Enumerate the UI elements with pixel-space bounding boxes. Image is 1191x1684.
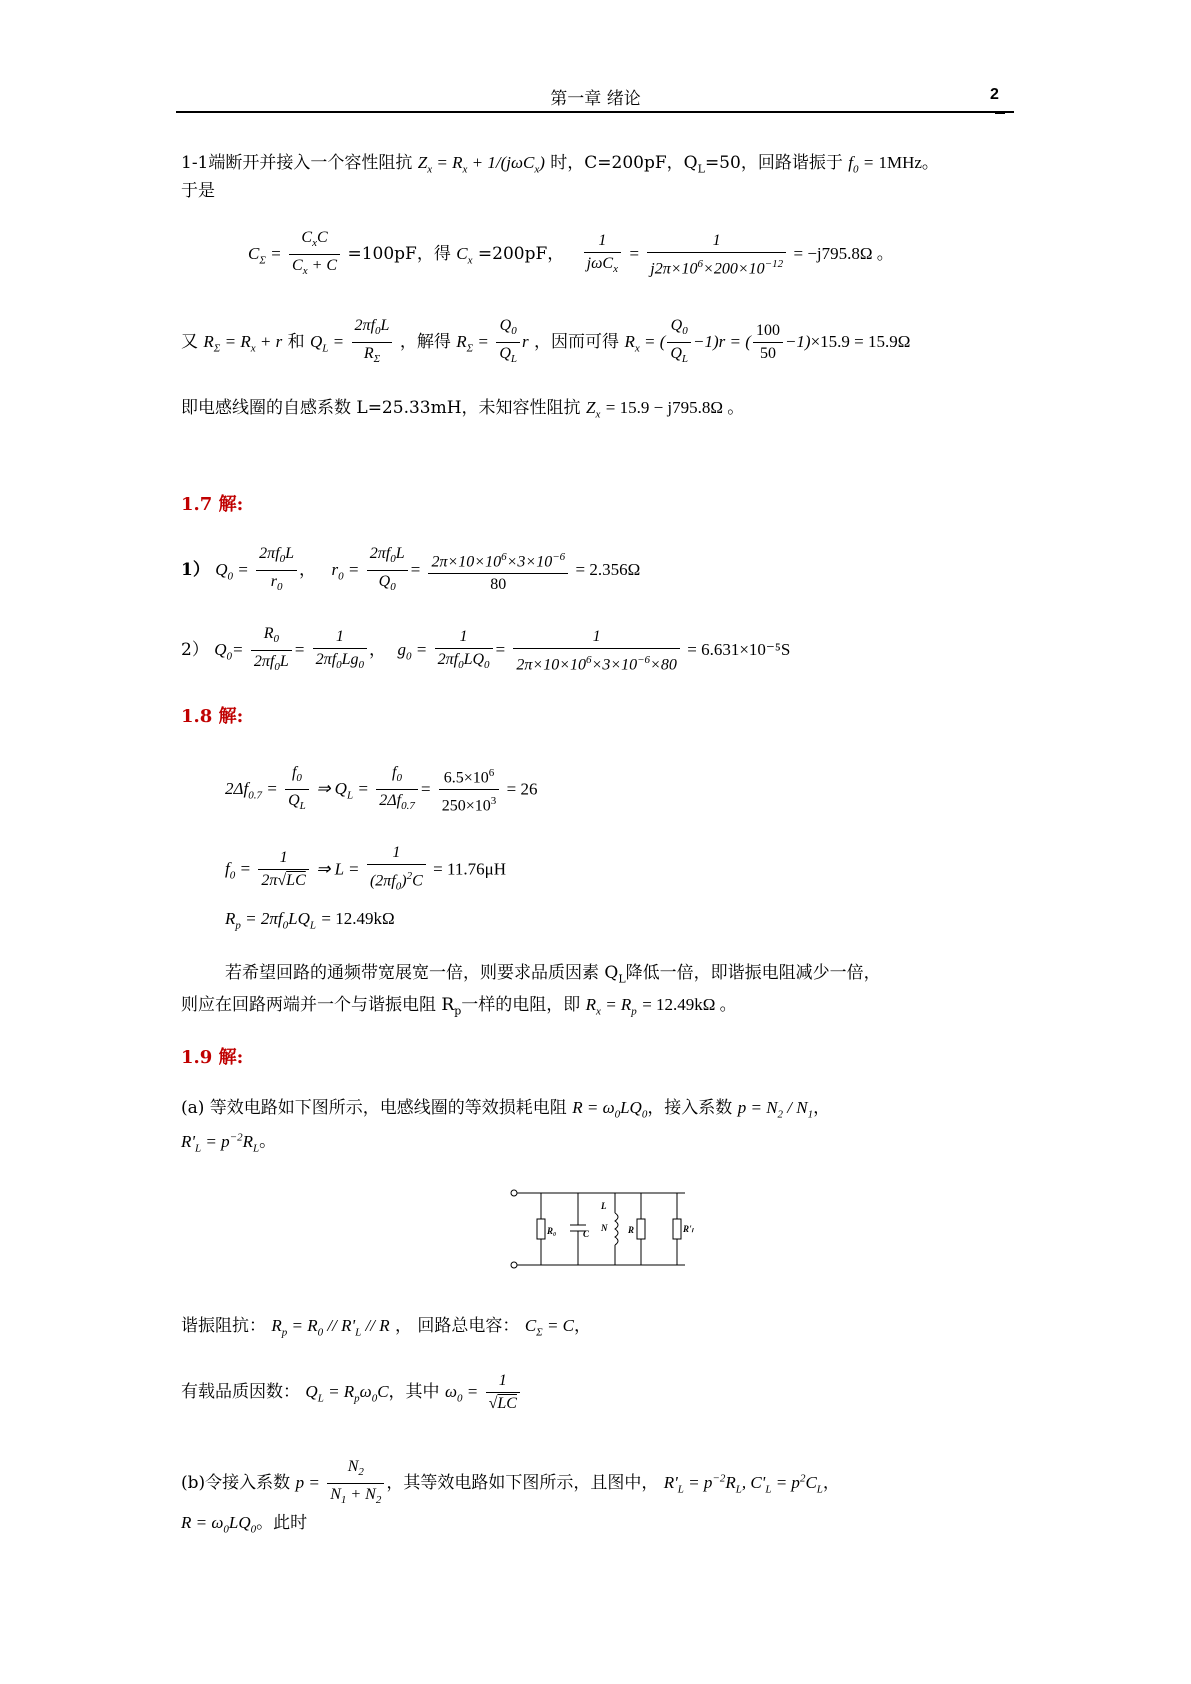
paragraph-3-line-2: 则应在回路两端并一个与谐振电阻 $R_p$一样的电阻，即 $R_x = R_p = 12.49k\Omega$ 。 [181,995,737,1018]
equation-1-7-part-1: 1） $Q_0$ = $\frac{2\pi f_0L}{r_0}$ ， $r_0$ = $\frac{2\pi f_0L}{Q_0}$ = $\frac{2\pi\times 10\times 10^6\times 3\times 10^{-6}}{80}$ = 2.356Ω [181,545,641,594]
chapter-title: 第一章 绪论 [550,89,641,109]
equation-r-sigma: 又 $R_\Sigma = R_x + r$ 和 $Q_L$ = $\frac{2\pi f_0L}{R_\Sigma}$ ，解得 $R_\Sigma$ = $\frac{Q_0}{Q_L}$ r ，因而可得 $R_x$ = ( $\frac{Q_0}{Q_L}$ −1)r = ( $\frac{100}{50}$ −1)×15.9 = 15.9Ω [181,317,911,366]
section-1-8-heading: 1.8 解: [181,706,244,727]
section-1-7-heading: 1.7 解: [181,494,244,515]
equation-1-8-rp: $R_p = 2\pi f_0LQ_L = 12.49k\Omega$ [225,909,395,932]
paragraph-6: 有载品质因数： $Q_L = R_p\omega_0C$，其中 $\omega_0$ = $\frac{1}{√LC}$ [181,1371,522,1414]
paragraph-4-line-1: (a) 等效电路如下图所示，电感线圈的等效损耗电阻 $R = \omega_0LQ_0$，接入系数 $p = N_2 / N_1$， [181,1098,831,1121]
label-l: L [601,1201,607,1211]
label-rl: R'ₗ [683,1224,693,1234]
paragraph-3-line-1: 若希望回路的通频带宽展宽一倍，则要求品质因素 $Q_L$降低一倍，即谐振电阻减少一倍， [225,963,881,986]
paragraph-5: 谐振阻抗： $R_p = R_0 // R'_L // R$ ， 回路总电容： $C_\Sigma = C$， [181,1316,592,1339]
equation-1-7-part-2: 2） $Q_0=$ $\frac{R_0}{2\pi f_0L}$ = $\frac{1}{2\pi f_0Lg_0}$ ， $g_0$ = $\frac{1}{2\pi f_0LQ_0}$ = $\frac{1}{2\pi\times 10\times 10^6\times 3\times 10^{-6}\times 80}$ = 6.631×10⁻⁵S [181,625,791,674]
header-rule [176,111,1014,113]
paragraph-7-line-2: $R = \omega_0LQ_0$。此时 [181,1513,308,1536]
paragraph-1-line-2: 于是 [181,181,215,201]
label-r: R [628,1225,635,1235]
label-n: N [601,1223,608,1233]
equation-1-8-inductance: $f_0$ = $\frac{1}{2\pi√LC}$ ⇒ L = $\frac{1}{(2\pi f_0)^2C}$ = 11.76μH [225,844,506,893]
paragraph-4-line-2: $R'_L = p^{-2}R_L$。 [181,1131,277,1155]
paragraph-7-line-1: (b)令接入系数 p = $\frac{N_2}{N_1 + N_2}$ ，其等效电路如下图所示，且图中， $R'_L = p^{-2}R_L$, $C'_L = p^2C_L$， [181,1458,840,1507]
zx-equation: $Z_x = R_x + 1/(j\omega C_x)$ [417,153,545,176]
section-1-9-heading: 1.9 解: [181,1047,244,1068]
page-number-underline [995,112,1005,114]
paragraph-1-line-1: 1-1端断开并接入一个容性阻抗 $Z_x = R_x + 1/(j\omega C_x)$ 时，C=200pF，$Q_L=50$，回路谐振于 $f_0 = 1MHz$。 [181,153,939,176]
equation-c-sigma: $C_\Sigma$ = $\frac{C_xC}{C_x + C}$ =100pF，得 $C_x =200pF$， $\frac{1}{j\omega C_x}$ = $\frac{1}{j2\pi\times 10^6\times 200\times 10^{-12}}$ = −j795.8Ω 。 [248,229,894,278]
paragraph-2: 即电感线圈的自感系数 L=25.33mH，未知容性阻抗 $Z_x = 15.9 - j795.8\Omega$ 。 [181,398,745,421]
equivalent-circuit-diagram [505,1185,695,1273]
label-c: C [583,1229,590,1239]
label-r0: R₀ [547,1226,557,1236]
equation-1-8-bandwidth: $2\Delta f_{0.7}$ = $\frac{f_0}{Q_L}$ ⇒ $Q_L$ = $\frac{f_0}{2\Delta f_{0.7}}$ = $\frac{6.5\times 10^6}{250\times 10^3}$ = 26 [225,764,538,815]
page-number: 2 [990,86,999,103]
